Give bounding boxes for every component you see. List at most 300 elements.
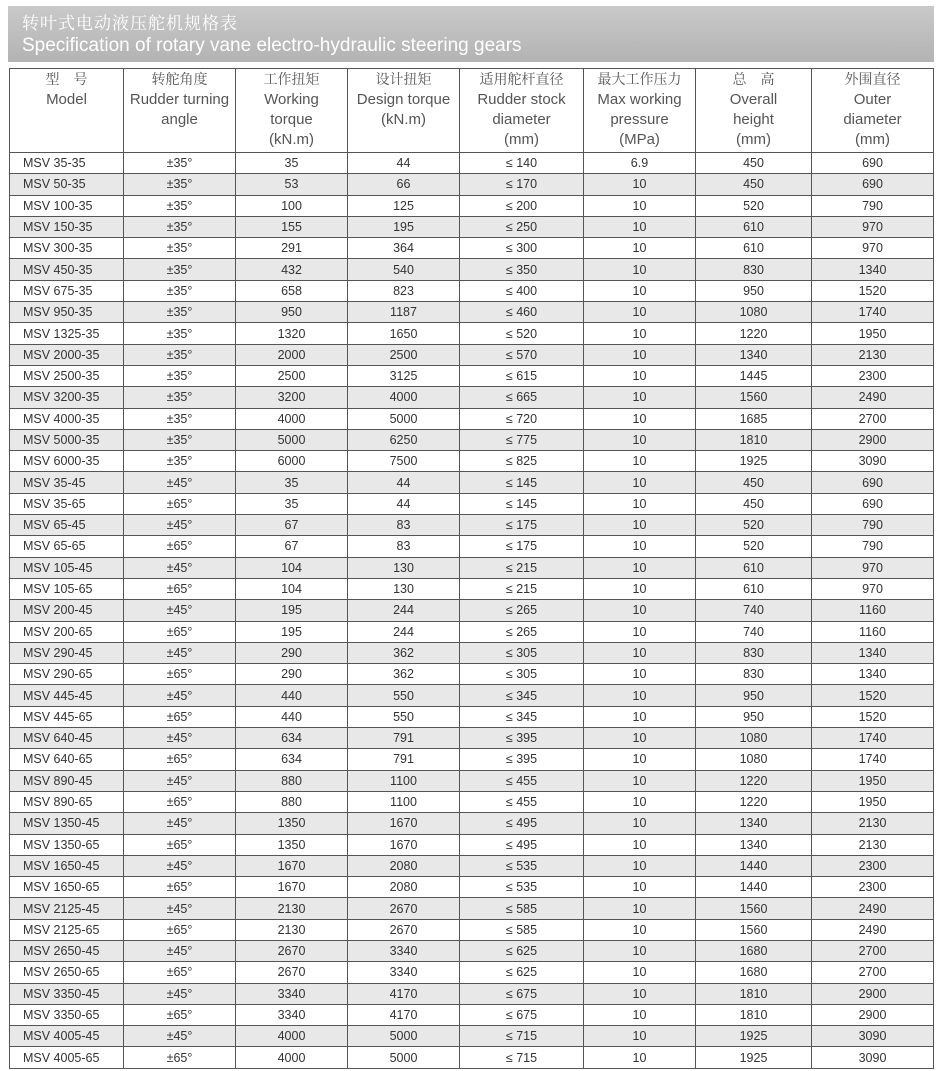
column-header <box>348 69 460 153</box>
column-header <box>236 69 348 153</box>
table-cell: 970 <box>812 557 934 578</box>
table-cell: 10 <box>584 408 696 429</box>
model-cell: MSV 445-45 <box>10 685 124 706</box>
model-cell: MSV 2500-35 <box>10 365 124 386</box>
table-cell: 1445 <box>696 365 812 386</box>
table-row <box>10 642 934 663</box>
table-cell: 690 <box>812 493 934 514</box>
column-header-cn: 设计扭矩 <box>375 72 432 88</box>
table-cell: 1520 <box>812 706 934 727</box>
table-row <box>10 195 934 216</box>
table-cell: 1740 <box>812 302 934 323</box>
table-cell: 1160 <box>812 621 934 642</box>
table-cell: 1950 <box>812 323 934 344</box>
table-cell: 10 <box>584 387 696 408</box>
table-cell: 130 <box>348 557 460 578</box>
model-cell: MSV 1350-65 <box>10 834 124 855</box>
model-cell: MSV 450-35 <box>10 259 124 280</box>
table-cell: 104 <box>236 557 348 578</box>
table-cell: 5000 <box>236 429 348 450</box>
table-cell: 195 <box>236 621 348 642</box>
model-cell: MSV 445-65 <box>10 706 124 727</box>
table-row <box>10 1026 934 1047</box>
table-cell: 10 <box>584 578 696 599</box>
table-cell: ±65° <box>124 749 236 770</box>
table-cell: 440 <box>236 706 348 727</box>
table-cell: ±45° <box>124 472 236 493</box>
table-cell: 1340 <box>696 834 812 855</box>
table-cell: 2130 <box>812 834 934 855</box>
column-header-cn: 转舵角度 <box>151 72 208 88</box>
table-cell: 10 <box>584 855 696 876</box>
table-cell: 610 <box>696 216 812 237</box>
table-cell: 10 <box>584 621 696 642</box>
table-cell: 2130 <box>812 344 934 365</box>
table-cell: 1810 <box>696 983 812 1004</box>
table-cell: 1520 <box>812 280 934 301</box>
table-cell: 1080 <box>696 749 812 770</box>
table-cell: ≤ 720 <box>460 408 584 429</box>
table-cell: 1925 <box>696 1047 812 1068</box>
column-header-cn: 适用舵杆直径 <box>479 72 564 88</box>
table-row <box>10 877 934 898</box>
table-cell: 1340 <box>812 259 934 280</box>
table-cell: 4000 <box>236 1026 348 1047</box>
table-cell: 6000 <box>236 451 348 472</box>
table-cell: 1950 <box>812 791 934 812</box>
table-cell: 155 <box>236 216 348 237</box>
table-row <box>10 238 934 259</box>
table-cell: ≤ 200 <box>460 195 584 216</box>
table-cell: 2500 <box>236 365 348 386</box>
table-cell: ≤ 215 <box>460 578 584 599</box>
table-cell: ≤ 145 <box>460 493 584 514</box>
table-cell: 450 <box>696 153 812 174</box>
table-row <box>10 898 934 919</box>
table-cell: 790 <box>812 515 934 536</box>
model-cell: MSV 4005-65 <box>10 1047 124 1068</box>
table-cell: 1350 <box>236 813 348 834</box>
model-cell: MSV 300-35 <box>10 238 124 259</box>
table-cell: 10 <box>584 216 696 237</box>
table-cell: 432 <box>236 259 348 280</box>
table-cell: 10 <box>584 259 696 280</box>
table-cell: 10 <box>584 728 696 749</box>
table-cell: 1670 <box>348 813 460 834</box>
table-row <box>10 813 934 834</box>
model-cell: MSV 950-35 <box>10 302 124 323</box>
table-cell: 1340 <box>812 642 934 663</box>
model-cell: MSV 35-35 <box>10 153 124 174</box>
table-cell: 10 <box>584 1047 696 1068</box>
table-cell: 2900 <box>812 1004 934 1025</box>
column-header-en: height <box>733 111 774 128</box>
table-cell: ±35° <box>124 408 236 429</box>
table-cell: ±45° <box>124 898 236 919</box>
table-cell: ±45° <box>124 940 236 961</box>
table-row <box>10 302 934 323</box>
table-cell: 1810 <box>696 429 812 450</box>
table-cell: 5000 <box>348 1047 460 1068</box>
table-cell: 2000 <box>236 344 348 365</box>
table-cell: ±35° <box>124 216 236 237</box>
table-cell: 67 <box>236 536 348 557</box>
table-cell: 10 <box>584 1004 696 1025</box>
table-cell: 2670 <box>348 898 460 919</box>
table-cell: 690 <box>812 472 934 493</box>
table-cell: ≤ 170 <box>460 174 584 195</box>
column-header-en: (mm) <box>736 131 771 148</box>
table-cell: ≤ 775 <box>460 429 584 450</box>
table-cell: 450 <box>696 174 812 195</box>
table-cell: ≤ 175 <box>460 536 584 557</box>
table-cell: 658 <box>236 280 348 301</box>
model-cell: MSV 290-65 <box>10 664 124 685</box>
table-row <box>10 174 934 195</box>
table-cell: 130 <box>348 578 460 599</box>
column-header-en: (kN.m) <box>269 131 314 148</box>
table-cell: 10 <box>584 302 696 323</box>
table-cell: 610 <box>696 578 812 599</box>
table-cell: 950 <box>696 280 812 301</box>
table-cell: ≤ 625 <box>460 940 584 961</box>
model-cell: MSV 200-45 <box>10 600 124 621</box>
table-cell: 244 <box>348 621 460 642</box>
table-cell: ≤ 455 <box>460 791 584 812</box>
table-cell: 362 <box>348 642 460 663</box>
title-english: Specification of rotary vane electro-hydraulic steering gears <box>22 35 522 56</box>
table-cell: 2500 <box>348 344 460 365</box>
column-header-en: pressure <box>610 111 669 128</box>
table-cell: ±65° <box>124 877 236 898</box>
table-cell: 10 <box>584 557 696 578</box>
table-row <box>10 259 934 280</box>
table-cell: 1670 <box>236 877 348 898</box>
model-cell: MSV 4000-35 <box>10 408 124 429</box>
table-cell: 10 <box>584 493 696 514</box>
table-cell: 1925 <box>696 1026 812 1047</box>
table-row <box>10 429 934 450</box>
column-header-en: torque <box>270 111 313 128</box>
table-row <box>10 515 934 536</box>
table-row <box>10 770 934 791</box>
table-cell: ±45° <box>124 515 236 536</box>
table-cell: 10 <box>584 451 696 472</box>
table-cell: ±35° <box>124 451 236 472</box>
column-header <box>696 69 812 153</box>
table-cell: ≤ 400 <box>460 280 584 301</box>
table-cell: 540 <box>348 259 460 280</box>
table-cell: 830 <box>696 642 812 663</box>
table-cell: ±35° <box>124 365 236 386</box>
column-header-en: Rudder stock <box>477 91 566 108</box>
model-cell: MSV 5000-35 <box>10 429 124 450</box>
table-cell: ≤ 250 <box>460 216 584 237</box>
model-cell: MSV 35-45 <box>10 472 124 493</box>
table-row <box>10 600 934 621</box>
table-cell: ≤ 520 <box>460 323 584 344</box>
table-cell: ≤ 535 <box>460 877 584 898</box>
table-cell: ±45° <box>124 983 236 1004</box>
table-cell: 10 <box>584 898 696 919</box>
table-cell: ≤ 585 <box>460 898 584 919</box>
table-cell: 1080 <box>696 302 812 323</box>
table-cell: 6250 <box>348 429 460 450</box>
table-cell: 690 <box>812 174 934 195</box>
table-cell: 1520 <box>812 685 934 706</box>
table-cell: 44 <box>348 153 460 174</box>
table-cell: 740 <box>696 621 812 642</box>
title-chinese: 转叶式电动液压舵机规格表 <box>22 14 238 34</box>
table-cell: 7500 <box>348 451 460 472</box>
table-cell: 440 <box>236 685 348 706</box>
table-cell: ±35° <box>124 153 236 174</box>
model-cell: MSV 290-45 <box>10 642 124 663</box>
table-cell: ±45° <box>124 642 236 663</box>
column-header-en: (mm) <box>855 131 890 148</box>
table-cell: ±45° <box>124 855 236 876</box>
table-cell: 10 <box>584 195 696 216</box>
table-cell: 10 <box>584 749 696 770</box>
model-cell: MSV 2125-45 <box>10 898 124 919</box>
table-cell: 3200 <box>236 387 348 408</box>
table-cell: 10 <box>584 877 696 898</box>
table-cell: 10 <box>584 280 696 301</box>
table-row <box>10 1047 934 1068</box>
column-header-en: (kN.m) <box>381 111 426 128</box>
table-row <box>10 216 934 237</box>
table-row <box>10 280 934 301</box>
column-header-cn: 型 号 <box>45 72 88 88</box>
table-cell: 10 <box>584 962 696 983</box>
table-cell: ≤ 455 <box>460 770 584 791</box>
table-cell: 791 <box>348 749 460 770</box>
table-cell: 3090 <box>812 1047 934 1068</box>
table-cell: 10 <box>584 472 696 493</box>
table-cell: ±45° <box>124 813 236 834</box>
table-cell: ±65° <box>124 536 236 557</box>
table-cell: ≤ 350 <box>460 259 584 280</box>
table-header <box>10 69 934 153</box>
table-cell: 2130 <box>812 813 934 834</box>
table-cell: 67 <box>236 515 348 536</box>
model-cell: MSV 200-65 <box>10 621 124 642</box>
column-header-en: Outer <box>853 91 892 108</box>
table-body <box>10 153 934 1069</box>
model-cell: MSV 1650-65 <box>10 877 124 898</box>
table-cell: 2080 <box>348 855 460 876</box>
table-row <box>10 536 934 557</box>
model-cell: MSV 1325-35 <box>10 323 124 344</box>
table-row <box>10 472 934 493</box>
column-header <box>10 69 124 153</box>
table-cell: ≤ 265 <box>460 600 584 621</box>
header-row <box>10 69 934 153</box>
column-header-en: Rudder turning <box>129 91 230 108</box>
table-cell: 3340 <box>348 962 460 983</box>
table-cell: ≤ 460 <box>460 302 584 323</box>
table-cell: 44 <box>348 472 460 493</box>
table-cell: ±35° <box>124 429 236 450</box>
table-cell: ≤ 675 <box>460 1004 584 1025</box>
model-cell: MSV 2650-45 <box>10 940 124 961</box>
table-cell: 790 <box>812 195 934 216</box>
table-cell: ±45° <box>124 728 236 749</box>
column-header-en: diameter <box>843 111 902 128</box>
table-cell: 364 <box>348 238 460 259</box>
table-cell: ±35° <box>124 387 236 408</box>
table-cell: 35 <box>236 472 348 493</box>
table-cell: ±65° <box>124 962 236 983</box>
table-cell: 610 <box>696 557 812 578</box>
table-cell: 2900 <box>812 429 934 450</box>
table-cell: 1950 <box>812 770 934 791</box>
table-cell: 2130 <box>236 898 348 919</box>
table-cell: 10 <box>584 685 696 706</box>
table-cell: 880 <box>236 770 348 791</box>
table-cell: ±65° <box>124 621 236 642</box>
table-row <box>10 664 934 685</box>
table-cell: 66 <box>348 174 460 195</box>
table-cell: 83 <box>348 536 460 557</box>
table-cell: ±65° <box>124 834 236 855</box>
column-header-en: Overall <box>729 91 778 108</box>
model-cell: MSV 4005-45 <box>10 1026 124 1047</box>
table-cell: 4000 <box>236 408 348 429</box>
table-cell: 1220 <box>696 791 812 812</box>
table-row <box>10 557 934 578</box>
table-row <box>10 749 934 770</box>
table-cell: 1560 <box>696 919 812 940</box>
table-cell: 2490 <box>812 387 934 408</box>
table-cell: 2490 <box>812 898 934 919</box>
table-cell: ±65° <box>124 706 236 727</box>
table-cell: 4170 <box>348 1004 460 1025</box>
table-cell: 100 <box>236 195 348 216</box>
table-cell: 2700 <box>812 408 934 429</box>
table-cell: ±45° <box>124 685 236 706</box>
table-cell: 10 <box>584 365 696 386</box>
table-cell: ≤ 585 <box>460 919 584 940</box>
table-cell: 520 <box>696 195 812 216</box>
table-cell: ≤ 305 <box>460 664 584 685</box>
table-cell: 1340 <box>696 344 812 365</box>
table-row <box>10 855 934 876</box>
table-cell: 1440 <box>696 877 812 898</box>
table-cell: 550 <box>348 685 460 706</box>
table-cell: 1340 <box>812 664 934 685</box>
table-cell: 10 <box>584 834 696 855</box>
table-cell: 10 <box>584 642 696 663</box>
table-cell: ≤ 675 <box>460 983 584 1004</box>
table-row <box>10 706 934 727</box>
table-cell: 1100 <box>348 791 460 812</box>
table-row <box>10 578 934 599</box>
table-cell: 10 <box>584 706 696 727</box>
table-cell: 950 <box>236 302 348 323</box>
table-cell: ±45° <box>124 600 236 621</box>
model-cell: MSV 105-45 <box>10 557 124 578</box>
table-cell: ≤ 215 <box>460 557 584 578</box>
table-row <box>10 685 934 706</box>
table-cell: 450 <box>696 472 812 493</box>
model-cell: MSV 640-45 <box>10 728 124 749</box>
table-cell: 10 <box>584 983 696 1004</box>
table-cell: 2490 <box>812 919 934 940</box>
table-cell: 10 <box>584 323 696 344</box>
column-header-en: Max working <box>597 91 682 108</box>
table-row <box>10 408 934 429</box>
column-header-en: angle <box>161 111 198 128</box>
column-header-en: Design torque <box>356 91 451 108</box>
table-cell: 830 <box>696 259 812 280</box>
table-cell: ±65° <box>124 919 236 940</box>
table-cell: 10 <box>584 429 696 450</box>
table-cell: 1810 <box>696 1004 812 1025</box>
table-cell: 5000 <box>348 408 460 429</box>
table-cell: ≤ 625 <box>460 962 584 983</box>
table-cell: ≤ 615 <box>460 365 584 386</box>
table-cell: 610 <box>696 238 812 259</box>
table-cell: 2900 <box>812 983 934 1004</box>
table-cell: 10 <box>584 919 696 940</box>
table-cell: 35 <box>236 153 348 174</box>
model-cell: MSV 3350-65 <box>10 1004 124 1025</box>
table-cell: 3340 <box>236 983 348 1004</box>
table-cell: ±65° <box>124 1004 236 1025</box>
table-cell: 790 <box>812 536 934 557</box>
column-header-cn: 外围直径 <box>844 72 901 88</box>
table-cell: 3090 <box>812 1026 934 1047</box>
column-header <box>124 69 236 153</box>
table-cell: 520 <box>696 515 812 536</box>
table-cell: 10 <box>584 664 696 685</box>
model-cell: MSV 890-45 <box>10 770 124 791</box>
table-cell: 690 <box>812 153 934 174</box>
table-row <box>10 153 934 174</box>
model-cell: MSV 1350-45 <box>10 813 124 834</box>
table-cell: 195 <box>236 600 348 621</box>
table-cell: ±35° <box>124 280 236 301</box>
table-cell: 1740 <box>812 749 934 770</box>
table-cell: 2300 <box>812 855 934 876</box>
table-cell: 2300 <box>812 877 934 898</box>
table-cell: 1187 <box>348 302 460 323</box>
table-cell: 1650 <box>348 323 460 344</box>
table-cell: 83 <box>348 515 460 536</box>
table-cell: 3340 <box>236 1004 348 1025</box>
table-cell: ≤ 345 <box>460 685 584 706</box>
table-cell: 3340 <box>348 940 460 961</box>
table-cell: 2300 <box>812 365 934 386</box>
table-row <box>10 834 934 855</box>
table-cell: 880 <box>236 791 348 812</box>
table-row <box>10 728 934 749</box>
table-cell: 4000 <box>348 387 460 408</box>
table-cell: ≤ 715 <box>460 1047 584 1068</box>
table-cell: 125 <box>348 195 460 216</box>
table-cell: ±65° <box>124 791 236 812</box>
table-cell: 950 <box>696 685 812 706</box>
table-cell: 1340 <box>696 813 812 834</box>
table-cell: 1740 <box>812 728 934 749</box>
table-cell: ±65° <box>124 578 236 599</box>
column-header-en: Working <box>264 91 319 108</box>
table-cell: ±35° <box>124 195 236 216</box>
table-cell: 1560 <box>696 898 812 919</box>
table-cell: 1100 <box>348 770 460 791</box>
table-cell: ±65° <box>124 664 236 685</box>
